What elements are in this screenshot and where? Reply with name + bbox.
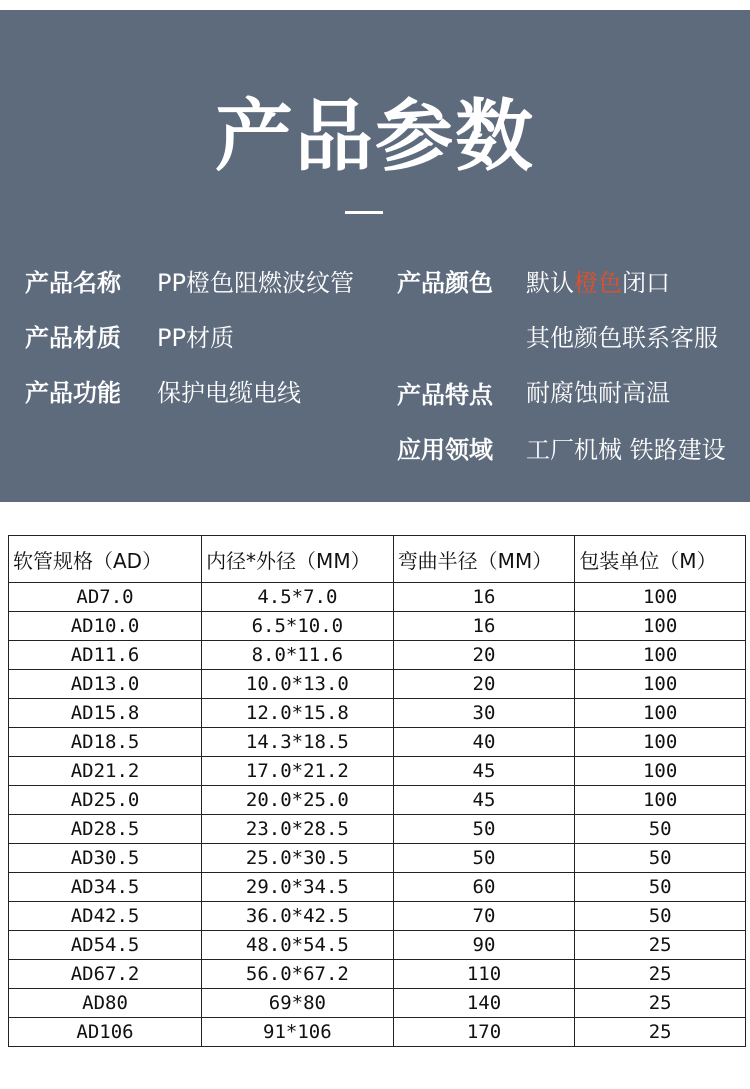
application-value: 工厂机械 铁路建设 <box>526 436 726 464</box>
cell-diameter: 20.0*25.0 <box>202 786 394 815</box>
cell-diameter: 6.5*10.0 <box>202 612 394 641</box>
product-material-value: PP材质 <box>157 324 234 352</box>
product-function-value: 保护电缆电线 <box>157 379 301 407</box>
cell-package-unit: 25 <box>575 931 746 960</box>
cell-bend-radius: 110 <box>393 960 575 989</box>
table-row <box>9 1018 746 1047</box>
color-highlight-text: 橙色 <box>574 269 622 297</box>
cell-package-unit: 25 <box>575 960 746 989</box>
table-row <box>9 612 746 641</box>
title-divider <box>345 211 383 214</box>
table-header-row <box>9 536 746 583</box>
table-row <box>9 931 746 960</box>
product-name-value: PP橙色阻燃波纹管 <box>157 269 354 297</box>
cell-diameter: 12.0*15.8 <box>202 699 394 728</box>
cell-spec: AD30.5 <box>9 844 202 873</box>
header-spec: 软管规格（AD） <box>9 536 202 583</box>
cell-bend-radius: 20 <box>393 641 575 670</box>
spec-table-container <box>8 535 746 1047</box>
page-title: 产品参数 <box>214 92 535 182</box>
header-bend-radius: 弯曲半径（MM） <box>393 536 575 583</box>
table-row <box>9 873 746 902</box>
cell-package-unit: 50 <box>575 815 746 844</box>
table-row <box>9 786 746 815</box>
table-row <box>9 670 746 699</box>
table-row <box>9 641 746 670</box>
table-row <box>9 699 746 728</box>
product-color-label: 产品颜色 <box>397 269 493 297</box>
cell-package-unit: 25 <box>575 1018 746 1047</box>
cell-bend-radius: 60 <box>393 873 575 902</box>
cell-package-unit: 50 <box>575 844 746 873</box>
cell-package-unit: 50 <box>575 902 746 931</box>
cell-diameter: 8.0*11.6 <box>202 641 394 670</box>
cell-spec: AD67.2 <box>9 960 202 989</box>
table-body <box>9 583 746 1047</box>
cell-diameter: 23.0*28.5 <box>202 815 394 844</box>
color-suffix-text: 闭口 <box>622 269 670 297</box>
cell-package-unit: 100 <box>575 670 746 699</box>
color-default-text: 默认 <box>526 269 574 297</box>
cell-bend-radius: 140 <box>393 989 575 1018</box>
application-label: 应用领域 <box>397 436 493 464</box>
table-row <box>9 844 746 873</box>
table-row <box>9 757 746 786</box>
cell-bend-radius: 40 <box>393 728 575 757</box>
cell-diameter: 69*80 <box>202 989 394 1018</box>
cell-bend-radius: 50 <box>393 844 575 873</box>
table-row <box>9 902 746 931</box>
cell-package-unit: 100 <box>575 612 746 641</box>
cell-bend-radius: 45 <box>393 757 575 786</box>
cell-spec: AD15.8 <box>9 699 202 728</box>
cell-bend-radius: 70 <box>393 902 575 931</box>
cell-bend-radius: 45 <box>393 786 575 815</box>
cell-diameter: 4.5*7.0 <box>202 583 394 612</box>
cell-bend-radius: 170 <box>393 1018 575 1047</box>
cell-spec: AD13.0 <box>9 670 202 699</box>
table-row <box>9 960 746 989</box>
cell-diameter: 36.0*42.5 <box>202 902 394 931</box>
cell-diameter: 25.0*30.5 <box>202 844 394 873</box>
cell-package-unit: 100 <box>575 786 746 815</box>
cell-spec: AD18.5 <box>9 728 202 757</box>
cell-spec: AD42.5 <box>9 902 202 931</box>
cell-spec: AD106 <box>9 1018 202 1047</box>
cell-diameter: 29.0*34.5 <box>202 873 394 902</box>
cell-bend-radius: 16 <box>393 583 575 612</box>
header-package-unit: 包装单位（M） <box>575 536 746 583</box>
product-color-value <box>526 268 670 298</box>
cell-diameter: 14.3*18.5 <box>202 728 394 757</box>
cell-bend-radius: 30 <box>393 699 575 728</box>
spec-table <box>8 535 746 1047</box>
cell-bend-radius: 20 <box>393 670 575 699</box>
cell-package-unit: 100 <box>575 699 746 728</box>
cell-diameter: 17.0*21.2 <box>202 757 394 786</box>
cell-diameter: 48.0*54.5 <box>202 931 394 960</box>
cell-spec: AD34.5 <box>9 873 202 902</box>
cell-spec: AD80 <box>9 989 202 1018</box>
header-diameter: 内径*外径（MM） <box>202 536 394 583</box>
cell-bend-radius: 50 <box>393 815 575 844</box>
product-feature-value: 耐腐蚀耐高温 <box>526 379 670 407</box>
table-row <box>9 989 746 1018</box>
cell-package-unit: 50 <box>575 873 746 902</box>
table-row <box>9 583 746 612</box>
cell-spec: AD28.5 <box>9 815 202 844</box>
cell-spec: AD21.2 <box>9 757 202 786</box>
cell-diameter: 56.0*67.2 <box>202 960 394 989</box>
product-color-note: 其他颜色联系客服 <box>526 324 718 352</box>
cell-bend-radius: 90 <box>393 931 575 960</box>
cell-diameter: 91*106 <box>202 1018 394 1047</box>
product-name-label: 产品名称 <box>25 269 121 297</box>
cell-package-unit: 25 <box>575 989 746 1018</box>
product-material-label: 产品材质 <box>25 324 121 352</box>
cell-package-unit: 100 <box>575 641 746 670</box>
cell-spec: AD54.5 <box>9 931 202 960</box>
cell-spec: AD10.0 <box>9 612 202 641</box>
table-row <box>9 815 746 844</box>
product-feature-label: 产品特点 <box>397 381 493 409</box>
cell-spec: AD11.6 <box>9 641 202 670</box>
cell-bend-radius: 16 <box>393 612 575 641</box>
cell-package-unit: 100 <box>575 583 746 612</box>
cell-diameter: 10.0*13.0 <box>202 670 394 699</box>
table-row <box>9 728 746 757</box>
cell-spec: AD25.0 <box>9 786 202 815</box>
cell-package-unit: 100 <box>575 728 746 757</box>
parameter-banner <box>0 10 750 502</box>
cell-spec: AD7.0 <box>9 583 202 612</box>
cell-package-unit: 100 <box>575 757 746 786</box>
product-function-label: 产品功能 <box>25 379 121 407</box>
